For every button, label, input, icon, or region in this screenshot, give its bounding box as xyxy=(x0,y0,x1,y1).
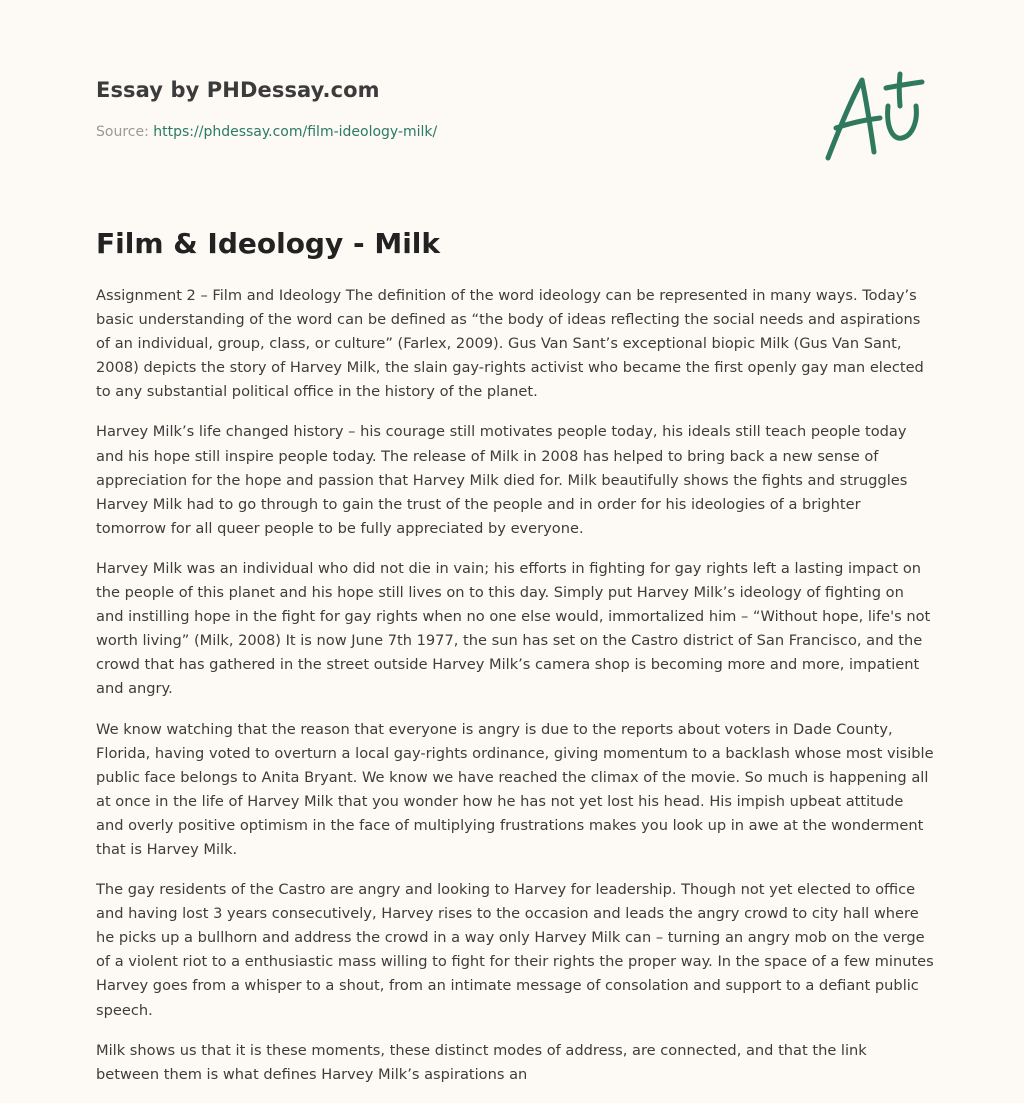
paragraph: The gay residents of the Castro are angry and looking to Harvey for leadership. Though not yet elected to office and having lost 3 years consecutively, Harvey rises to the occasion and leads the angry crowd to city hall where he picks up a bullhorn and address the crowd in a way only Harvey Milk can – turning an angry mob on the verge of a violent riot to a enthusiastic mass willing to fight for their rights the proper way. In the space of a few minutes Harvey goes from a whisper to a shout, from an intimate message of consolation and support to a defiant public speech. xyxy=(96,881,934,1019)
paragraph: Milk shows us that it is these moments, these distinct modes of address, are connected, and that the link between them is what defines Harvey Milk’s aspirations an xyxy=(96,1041,867,1083)
site-brand: Essay by PHDessay.com xyxy=(96,78,380,102)
article-body xyxy=(96,284,934,1103)
paragraph: Harvey Milk’s life changed history – his courage still motivates people today, his ideals still teach people today and his hope still inspire people today. The release of Milk in 2008 has helped to bring back a new sense of appreciation for the hope and passion that Harvey Milk died for. Milk beautifully shows the fights and struggles Harvey Milk had to go through to gain the trust of the people and in order for his ideologies of a brighter tomorrow for all queer people to be fully appreciated by everyone. xyxy=(96,423,908,537)
a-plus-logo-icon xyxy=(816,66,928,166)
paragraph: Harvey Milk was an individual who did not die in vain; his efforts in fighting for gay rights left a lasting impact on the people of this planet and his hope still lives on to this day. Simply put Harvey Milk’s ideology of fighting on and instilling hope in the fight for gay rights when no one else would, immortalized him – “Without hope, life's not worth living” (Milk, 2008) It is now June 7th 1977, the sun has set on the Castro district of San Francisco, and the crowd that has gathered in the street outside Harvey Milk’s camera shop is becoming more and more, impatient and angry. xyxy=(96,559,931,698)
source-label: Source: xyxy=(96,124,154,140)
source-line xyxy=(96,122,796,142)
site-header xyxy=(96,74,796,142)
article-title: Film & Ideology - Milk xyxy=(96,227,441,260)
source-link[interactable]: https://phdessay.com/film-ideology-milk/ xyxy=(153,124,438,140)
paragraph: We know watching that the reason that everyone is angry is due to the reports about voters in Dade County, Florida, having voted to overturn a local gay-rights ordinance, giving momentum to a backlash whose most visible public face belongs to Anita Bryant. We know we have reached the climax of the movie. So much is happening all at once in the life of Harvey Milk that you wonder how he has not yet lost his head. His impish upbeat attitude and overly positive optimism in the face of multiplying frustrations makes you look up in awe at the wonderment that is Harvey Milk. xyxy=(96,720,934,858)
paragraph: Assignment 2 – Film and Ideology The definition of the word ideology can be represented in many ways. Today’s basic understanding of the word can be defined as “the body of ideas reflecting the social needs and aspirations of an individual, group, class, or culture” (Farlex, 2009). Gus Van Sant’s exceptional biopic Milk (Gus Van Sant, 2008) depicts the story of Harvey Milk, the slain gay-rights activist who became the first openly gay man elected to any substantial political office in the history of the planet. xyxy=(96,287,924,401)
